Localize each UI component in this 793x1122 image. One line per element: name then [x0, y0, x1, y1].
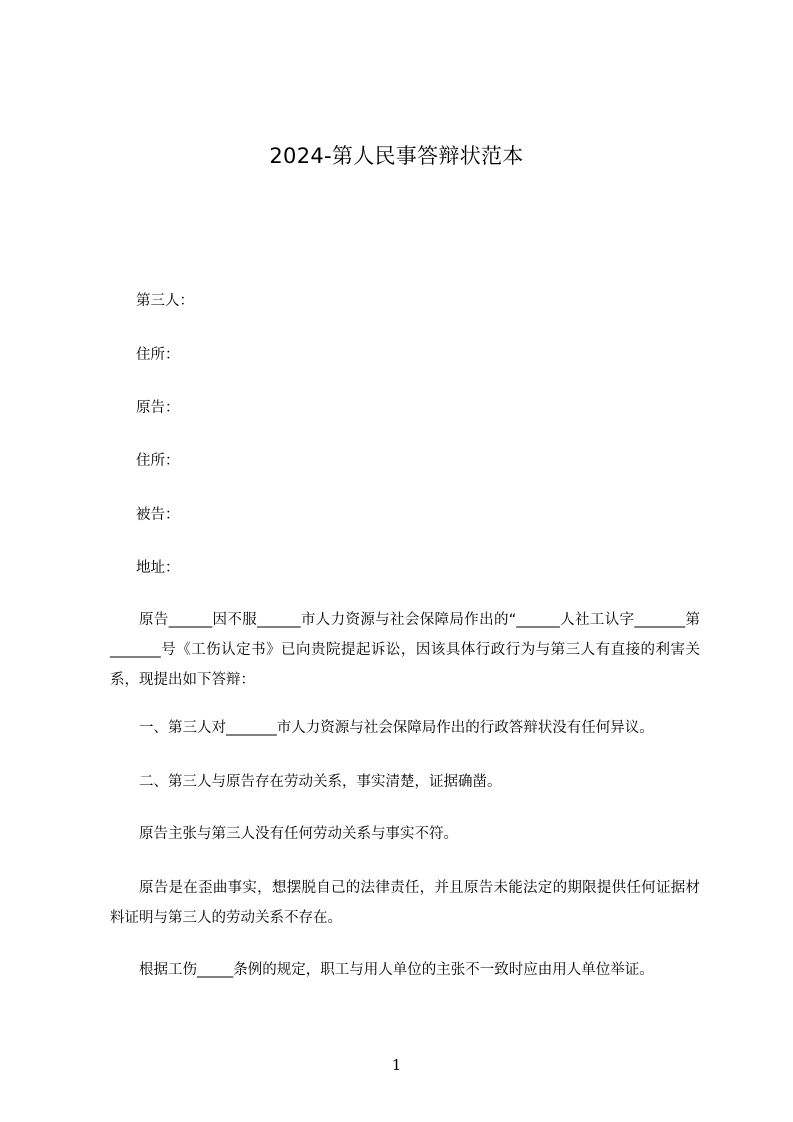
defendant-label: 被告：	[136, 507, 180, 523]
defendant-address-label: 地址：	[136, 560, 180, 576]
intro-paragraph: 原告______因不服______市人力资源与社会保障局作出的“______人社工认字_______第_______号《工伤认定书》已向贵院提起诉讼，因该具体行政行为与第三人有直接的利害关系，现提出如下答辩：	[110, 612, 700, 688]
plaintiff-address-label: 住所：	[136, 453, 180, 469]
point-two-paragraph: 二、第三人与原告存在劳动关系，事实清楚，证据确凿。	[139, 774, 502, 790]
regulation-paragraph: 根据工伤_____条例的规定，职工与用人单位的主张不一致时应由用人单位举证。	[139, 962, 654, 978]
point-one-paragraph: 一、第三人对_______市人力资源与社会保障局作出的行政答辩状没有任何异议。	[139, 720, 654, 736]
third-party-address-label: 住所：	[136, 347, 180, 363]
document-title: 2024-第人民事答辩状范本	[269, 144, 524, 168]
claim-paragraph: 原告主张与第三人没有任何劳动关系与事实不符。	[139, 826, 458, 842]
distortion-paragraph: 原告是在歪曲事实，想摆脱自己的法律责任，并且原告未能法定的期限提供任何证据材料证明与第三人的劳动关系不存在。	[110, 880, 700, 926]
third-party-label: 第三人：	[136, 293, 194, 309]
plaintiff-label: 原告：	[136, 400, 180, 416]
page-number: 1	[391, 1056, 402, 1074]
